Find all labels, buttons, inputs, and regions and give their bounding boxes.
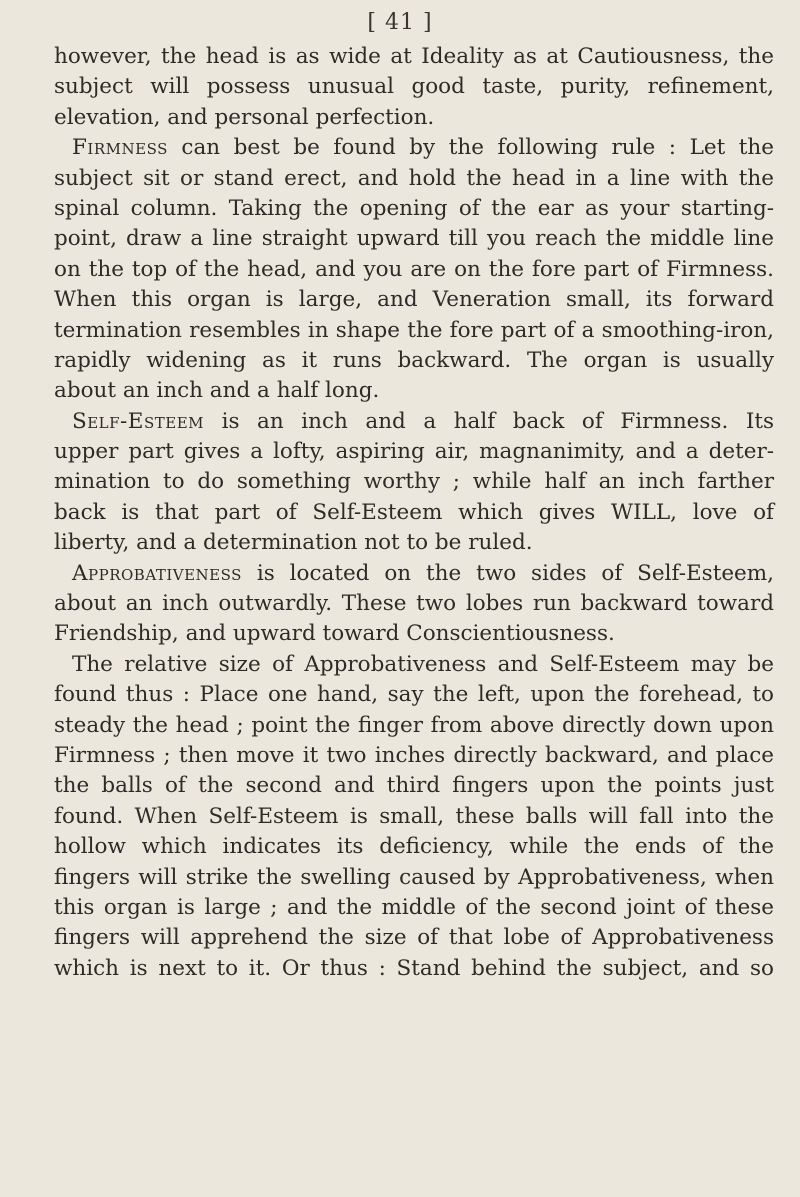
paragraph-firmness — [54, 133, 774, 407]
text-line: When this organ is large, and Veneration small, its forward — [54, 287, 774, 313]
lead-term-firmness: Firmness — [72, 135, 168, 161]
text-line: elevation, and personal perfection. — [54, 104, 435, 130]
text-line: however, the head is as wide at Ideality as at Cautiousness, the — [54, 44, 774, 69]
text-line: upper part gives a lofty, aspiring air, magnanimity, and a deter- — [54, 439, 774, 465]
text-line: liberty, and a determination not to be ruled. — [54, 530, 533, 556]
line-rest: can best be found by the following rule : Let the — [167, 135, 774, 161]
text-line: termination resembles in shape the fore part of a smoothing-iron, — [54, 317, 774, 343]
paragraph-continuation — [54, 42, 774, 133]
text-line: fingers will apprehend the size of that lobe of Approbativeness — [54, 925, 774, 951]
paragraph-approbativeness — [54, 559, 774, 650]
text-line: hollow which indicates its deficiency, while the ends of the — [54, 834, 774, 860]
text-line: steady the head ; point the finger from above directly down upon — [54, 712, 774, 738]
text-line: this organ is large ; and the middle of the second joint of these — [54, 894, 774, 920]
text-line: mination to do something worthy ; while half an inch farther — [54, 469, 774, 495]
body-text — [54, 42, 774, 984]
text-line: found. When Self-Esteem is small, these balls will fall into the — [54, 803, 774, 829]
paragraph-relative-size — [54, 650, 774, 984]
lead-term-self-esteem: Self-Esteem — [72, 408, 205, 434]
text-line: subject sit or stand erect, and hold the head in a line with the — [54, 165, 774, 191]
page-number: [ 41 ] — [367, 10, 433, 35]
line-rest: is located on the two sides of Self-Esteem, — [241, 560, 774, 586]
text-line: about an inch and a half long. — [54, 378, 380, 404]
text-line: spinal column. Taking the opening of the ear as your starting- — [54, 195, 774, 221]
text-line: point, draw a line straight upward till you reach the middle line — [54, 226, 774, 252]
text-line: fingers will strike the swelling caused by Approbativeness, when — [54, 864, 774, 890]
text-line: Firmness ; then move it two inches directly backward, and place — [54, 742, 774, 768]
text-line: the balls of the second and third fingers upon the points just — [54, 773, 774, 799]
text-line — [54, 133, 774, 163]
text-line: back is that part of Self-Esteem which gives WILL, love of — [54, 499, 774, 525]
text-line: subject will possess unusual good taste, purity, refinement, — [54, 74, 774, 100]
text-line: The relative size of Approbativeness and Self-Esteem may be — [72, 651, 774, 677]
text-line — [54, 559, 774, 589]
text-line: which is next to it. Or thus : Stand behind the subject, and so — [54, 955, 774, 981]
line-rest: is an inch and a half back of Firmness. Its — [204, 408, 774, 434]
text-line: found thus : Place one hand, say the left, upon the forehead, to — [54, 682, 774, 708]
text-line: rapidly widening as it runs backward. The organ is usually — [54, 347, 774, 373]
text-line: on the top of the head, and you are on the fore part of Firmness. — [54, 256, 774, 282]
text-line — [54, 407, 774, 437]
lead-term-approbativeness: Approbativeness — [72, 560, 242, 586]
paragraph-self-esteem — [54, 407, 774, 559]
text-line: about an inch outwardly. These two lobes run backward toward — [54, 591, 774, 617]
text-line: Friendship, and upward toward Conscientiousness. — [54, 621, 615, 647]
